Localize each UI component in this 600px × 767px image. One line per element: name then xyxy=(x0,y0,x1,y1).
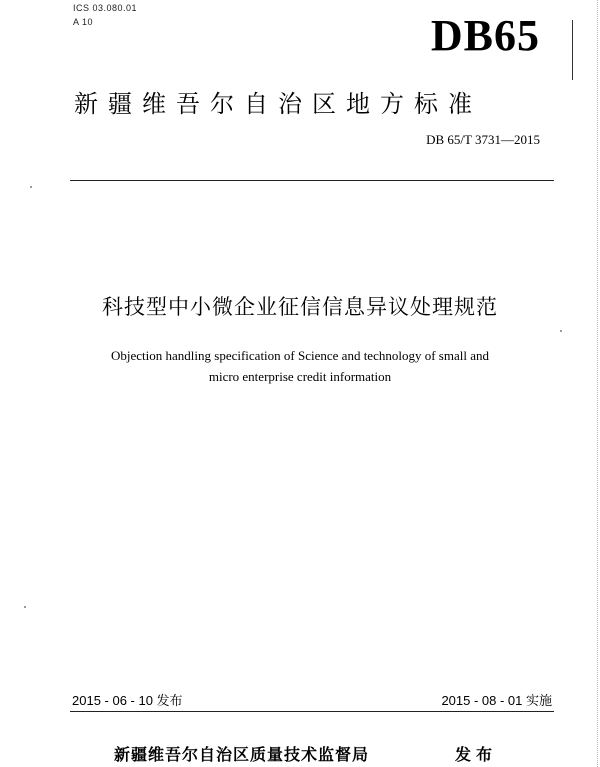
issue-label: 发布 xyxy=(455,745,498,764)
standard-number: DB 65/T 3731—2015 xyxy=(426,132,540,147)
issue-date: 2015 - 06 - 10 发布 xyxy=(72,693,183,708)
ccs-code: A 10 xyxy=(73,17,94,27)
scan-speck xyxy=(30,186,32,188)
standard-kind-heading: 新疆维吾尔自治区地方标准 xyxy=(74,90,482,118)
scan-speck xyxy=(24,606,26,608)
bottom-divider xyxy=(70,711,554,712)
standard-code-mark: DB65 xyxy=(430,11,540,60)
scan-mark xyxy=(572,20,573,80)
scan-edge-line xyxy=(597,0,598,767)
document-title-en-line-2: micro enterprise credit information xyxy=(208,369,392,384)
issuing-authority: 新疆维吾尔自治区质量技术监督局 xyxy=(114,745,370,764)
document-title-en xyxy=(60,345,540,387)
document-title-zh: 科技型中小微企业征信信息异议处理规范 xyxy=(102,295,498,319)
ics-code: ICS 03.080.01 xyxy=(73,3,138,13)
document-title-en-line-1: Objection handling specification of Science and technology of small and xyxy=(111,348,489,363)
scan-speck xyxy=(560,330,562,332)
implementation-date: 2015 - 08 - 01 实施 xyxy=(441,693,552,708)
top-divider xyxy=(70,180,554,181)
